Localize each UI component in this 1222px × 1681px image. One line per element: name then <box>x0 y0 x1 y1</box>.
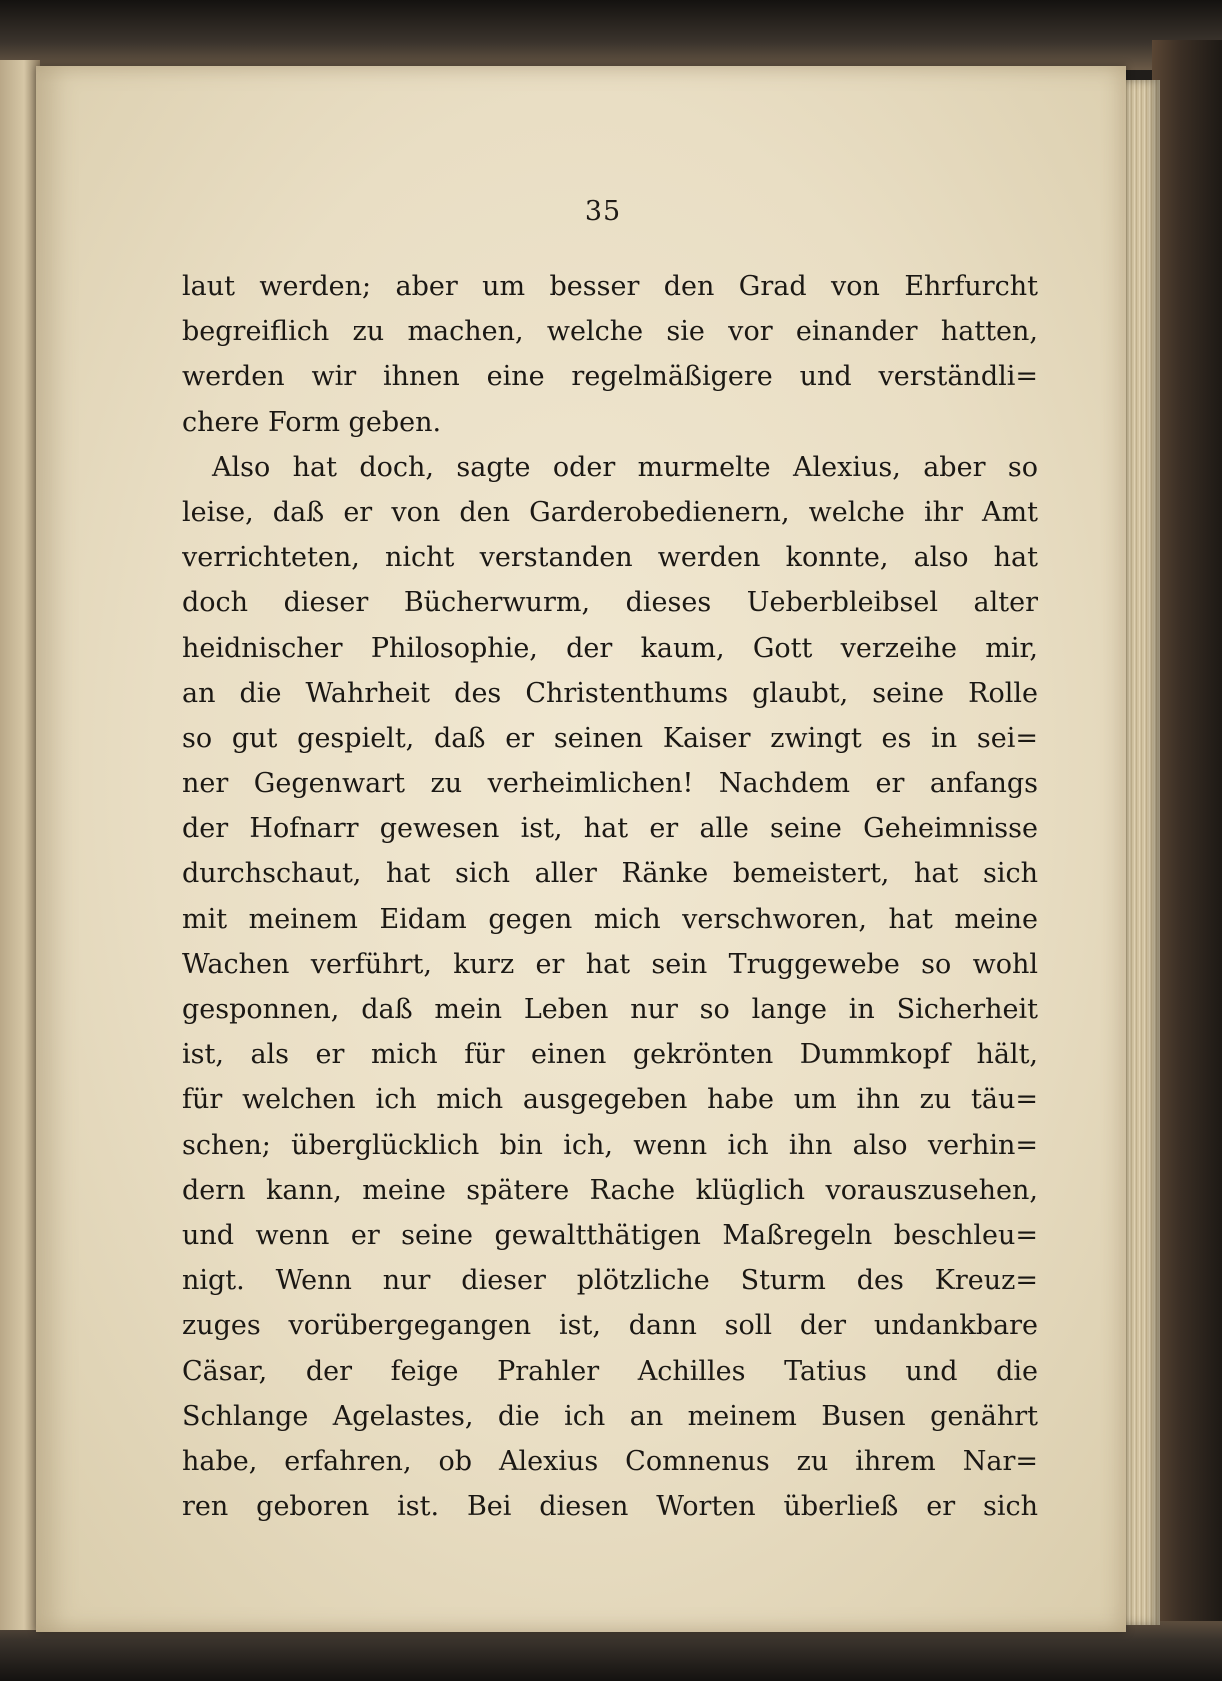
text-line: und wenn er seine gewaltthätigen Maßregeln beschleu= <box>182 1219 1038 1251</box>
text-line: doch dieser Bücherwurm, dieses Ueberbleibsel alter <box>182 587 1038 619</box>
text-line: ist, als er mich für einen gekrönten Dummkopf hält, <box>182 1039 1038 1071</box>
text-line: laut werden; aber um besser den Grad von Ehrfurcht <box>182 271 1038 302</box>
text-line: durchschaut, hat sich aller Ränke bemeistert, hat sich <box>182 858 1038 890</box>
text-line: habe, erfahren, ob Alexius Comnenus zu ihrem Nar= <box>182 1445 1038 1477</box>
page-number: 35 <box>584 196 622 227</box>
text-line: Wachen verführt, kurz er hat sein Truggewebe so wohl <box>182 948 1038 980</box>
text-line: Cäsar, der feige Prahler Achilles Tatius und die <box>182 1355 1038 1387</box>
text-line: dern kann, meine spätere Rache klüglich vorauszusehen, <box>182 1174 1038 1206</box>
text-line: ner Gegenwart zu verheimlichen! Nachdem er anfangs <box>182 768 1038 800</box>
text-line: der Hofnarr gewesen ist, hat er alle seine Geheimnisse <box>182 813 1038 845</box>
text-line: verrichteten, nicht verstanden werden konnte, also hat <box>182 542 1038 574</box>
text-line: an die Wahrheit des Christenthums glaubt, seine Rolle <box>182 677 1038 709</box>
text-line: begreiflich zu machen, welche sie vor einander hatten, <box>182 316 1038 348</box>
text-line: heidnischer Philosophie, der kaum, Gott verzeihe mir, <box>182 632 1038 664</box>
text-line: werden wir ihnen eine regelmäßigere und verständli= <box>182 361 1038 393</box>
text-line: Also hat doch, sagte oder murmelte Alexius, aber so <box>212 451 1038 483</box>
text-line: so gut gespielt, daß er seinen Kaiser zwingt es in sei= <box>182 722 1038 754</box>
text-line: mit meinem Eidam gegen mich verschworen, hat meine <box>182 903 1038 935</box>
text-line: für welchen ich mich ausgegeben habe um ihn zu täu= <box>182 1084 1038 1116</box>
facing-page-edge <box>0 60 40 1630</box>
text-line: Schlange Agelastes, die ich an meinem Busen genährt <box>182 1400 1038 1432</box>
text-line: chere Form geben. <box>182 406 442 438</box>
text-line: ren geboren ist. Bei diesen Worten überließ er sich <box>182 1491 1038 1523</box>
body-text <box>182 264 1038 1529</box>
text-line: schen; überglücklich bin ich, wenn ich ihn also verhin= <box>182 1129 1038 1161</box>
book-page <box>36 66 1126 1632</box>
book-cover-right <box>1152 40 1222 1640</box>
text-line: leise, daß er von den Garderobedienern, welche ihr Amt <box>182 496 1038 528</box>
text-line: zuges vorübergegangen ist, dann soll der undankbare <box>182 1310 1038 1342</box>
text-line: gesponnen, daß mein Leben nur so lange in Sicherheit <box>182 994 1038 1025</box>
book-cover-top <box>0 0 1222 70</box>
text-line: nigt. Wenn nur dieser plötzliche Sturm des Kreuz= <box>182 1265 1038 1297</box>
